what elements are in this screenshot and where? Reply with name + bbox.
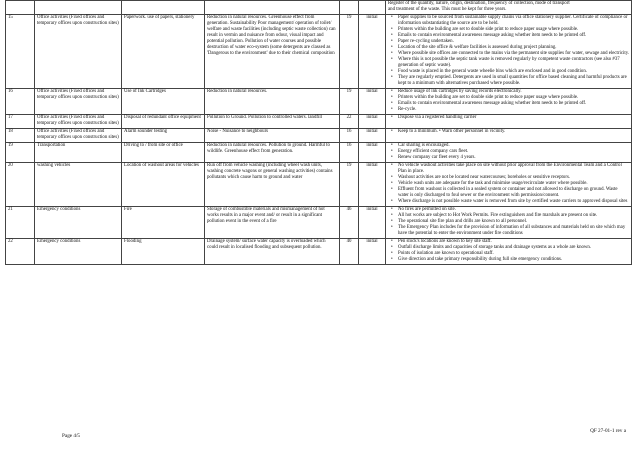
control-measure-text: Give direction and take primary responsibility during full site emergency conditions. (398, 257, 563, 263)
control-measures-cell (386, 238, 632, 264)
control-measure-text: Printers within the building are set to double side print to reduce paper usage where possible. (398, 95, 579, 101)
bullet-icon: • (391, 101, 393, 107)
control-measure-text: Emails to contain environmental awareness message asking whether item needs to be printed off. (398, 33, 587, 39)
control-measures-list (388, 115, 629, 121)
bullet-icon: • (391, 75, 393, 81)
control-measures-cell (386, 142, 632, 162)
impact-cell: Pollution to Ground. Pollution to controlled waters. landfill (205, 114, 340, 128)
bullet-icon: • (391, 181, 393, 187)
bullet-icon: • (391, 175, 393, 181)
table-row (6, 206, 632, 238)
control-measure-text: Points of isolation are known to operational staff. (398, 251, 494, 257)
aspect-cell: Disposal of redundant office equipment (122, 114, 205, 128)
bullet-icon: • (391, 163, 393, 169)
control-measures-list (388, 15, 629, 87)
activity-cell: Office activities (Fixed offices and temporary offices upon construction sites) (35, 14, 122, 88)
control-measure-item (388, 187, 629, 199)
row-number-cell: 17 (6, 114, 35, 128)
status-cell: initial (359, 114, 386, 128)
environmental-aspects-register-table (5, 0, 632, 265)
control-measure-text: Energy efficient company cars fleet. (398, 149, 469, 155)
control-measure-item (388, 129, 629, 135)
bullet-icon: • (391, 95, 393, 101)
control-measure-text: Reduce usage of ink cartridges by saving records electronically. (398, 89, 522, 95)
table-body (6, 1, 632, 265)
bullet-icon: • (391, 251, 393, 257)
bullet-icon: • (391, 15, 393, 21)
row-number-cell: 16 (6, 88, 35, 114)
control-measure-text: Renew company car fleet every 4 years. (398, 155, 476, 161)
continuation-line: Register of the quantity, nature, origin, destination, frequency of collection, mode of transport (388, 1, 570, 7)
row-number-cell: 22 (6, 238, 35, 264)
control-measure-item (388, 155, 629, 161)
control-measure-text: Keep to a minimum. • Warn other personnel in vicinity. (398, 129, 506, 135)
status-cell: initial (359, 142, 386, 162)
control-measure-text: All hot works are subject to Hot Work Permits. Fire extinguishers and fire marshals are present on site. (398, 213, 598, 219)
table-row (6, 88, 632, 114)
bullet-icon: • (391, 107, 393, 113)
bullet-icon: • (391, 225, 393, 231)
control-measure-text: Paper supplies to be sourced from sustainable supply chains via office stationery supplier. Certificate of compliance or information substantiating the source are to be held. (398, 15, 628, 27)
control-measure-item (388, 57, 629, 69)
activity-cell: Office activities (Fixed offices and temporary offices upon construction sites) (35, 128, 122, 142)
control-measures-list (388, 143, 629, 161)
control-measure-item (388, 163, 629, 175)
impact-cell: Noise - Nuisance to neighbours (205, 128, 340, 142)
score-cell: 16 (340, 142, 359, 162)
aspect-cell: Paperwork. use of papers, stationery (122, 14, 205, 88)
bullet-icon: • (391, 39, 393, 45)
aspect-cell: Flooding (122, 238, 205, 264)
control-measures-cell (386, 128, 632, 142)
table-row (6, 142, 632, 162)
continuation-cell (386, 1, 632, 15)
impact-cell: Reduction in natural resources. Pollution to ground. Harmful to wildlife. Greenhouse effect from generation. (205, 142, 340, 162)
bullet-icon: • (391, 199, 393, 205)
aspect-cell: Location of washout areas for vehicles (122, 162, 205, 206)
bullet-icon: • (391, 257, 393, 263)
control-measure-text: Washout activities are not be located near watercourses; boreholes or sensitive receptors. (398, 175, 571, 181)
control-measure-item (388, 257, 629, 263)
activity-cell: Transportation (35, 142, 122, 162)
status-cell: initial (359, 206, 386, 238)
row-number-cell: 15 (6, 14, 35, 88)
table-row (6, 238, 632, 264)
control-measures-cell (386, 88, 632, 114)
row-number-cell: 19 (6, 142, 35, 162)
aspect-cell: Fire (122, 206, 205, 238)
row-number-cell: 18 (6, 128, 35, 142)
control-measures-list (388, 129, 629, 135)
impact-cell: Drainage system/ surface water capacity is overloaded which could result in localised flooding and subsequent pollution. (205, 238, 340, 264)
score-cell: 19 (340, 14, 359, 88)
bullet-icon: • (391, 115, 393, 121)
bullet-icon: • (391, 69, 393, 75)
control-measure-item (388, 107, 629, 113)
bullet-icon: • (391, 187, 393, 193)
control-measures-list (388, 89, 629, 113)
status-cell: initial (359, 162, 386, 206)
table-row (6, 162, 632, 206)
table-row (6, 128, 632, 142)
bullet-icon: • (391, 207, 393, 213)
bullet-icon: • (391, 51, 393, 57)
status-cell: initial (359, 88, 386, 114)
control-measures-list (388, 239, 629, 263)
control-measure-text: They are regularly emptied. Detergents are used in small quantities for office based cleaning and harmful products are kept to a minimum with alternatives purchased where possible. (398, 75, 627, 87)
status-cell: initial (359, 14, 386, 88)
bullet-icon: • (391, 89, 393, 95)
table-row (6, 114, 632, 128)
control-measures-cell (386, 14, 632, 88)
impact-cell: Reduction in natural resources. (205, 88, 340, 114)
control-measure-item (388, 75, 629, 87)
bullet-icon: • (391, 27, 393, 33)
control-measure-text: Paper re-cycling undertaken. (398, 39, 454, 45)
impact-cell: Run off from vehicle washing (including wheel wash units, washing concrete wagons or general washing activities) contains pollutants which cause harm to ground and water (205, 162, 340, 206)
control-measures-list (388, 207, 629, 237)
control-measure-item (388, 225, 629, 237)
bullet-icon: • (391, 149, 393, 155)
bullet-icon: • (391, 143, 393, 149)
bullet-icon: • (391, 213, 393, 219)
table-row (6, 14, 632, 88)
bullet-icon: • (391, 33, 393, 39)
continuation-line: and treatment of the waste. This must be kept for three years. (388, 7, 507, 13)
activity-cell: Emergency conditions (35, 206, 122, 238)
control-measure-text: The Emergency Plan includes for the provision of information of all substances and materials held on site which may have the potential to enter the environment under fire conditions (398, 225, 626, 237)
control-measure-text: Food waste is placed in the general waste wheelie bins which are enclosed and in good condition. (398, 69, 587, 75)
aspect-cell: Alarm sounder testing (122, 128, 205, 142)
impact-cell: Storage of combustible materials and mismanagement of hot works results in a major event and/ or result in a significant pollution event in the event of a fire (205, 206, 340, 238)
score-cell: 22 (340, 114, 359, 128)
activity-cell: Office activities (Fixed offices and temporary offices upon construction sites) (35, 114, 122, 128)
aspect-cell: Driving to / from site or office (122, 142, 205, 162)
control-measure-text: Printers within the building are set to double side print to reduce paper usage where possible. (398, 27, 579, 33)
bullet-icon: • (391, 219, 393, 225)
score-cell: 16 (340, 128, 359, 142)
control-measure-text: Where possible site offices are connected to the mains via the permanent site supplies for water, sewage and electricity. (398, 51, 630, 57)
score-cell: 19 (340, 162, 359, 206)
control-measures-cell (386, 162, 632, 206)
control-measure-item (388, 15, 629, 27)
bullet-icon: • (391, 45, 393, 51)
bullet-icon: • (391, 57, 393, 63)
activity-cell: Office activities (Fixed offices and temporary offices upon construction sites) (35, 88, 122, 114)
control-measure-text: Re-cycle. (398, 107, 417, 113)
control-measure-text: Where discharge is not possible waste water is removed from site by certified waste carriers to approved disposal sites (398, 199, 628, 205)
score-cell: 46 (340, 206, 359, 238)
row-number-cell: 20 (6, 162, 35, 206)
table-row-continuation (6, 1, 632, 15)
control-measure-item (388, 115, 629, 121)
control-measure-text: No vehicle washout activities take place on site without prior approval from the Environmental Team and a Control Plan in place. (398, 163, 622, 175)
control-measure-text: No fires are permitted on site. (398, 207, 456, 213)
control-measure-text: Vehicle wash units are adequate for the task and minimise usage/recirculate water where possible. (398, 181, 588, 187)
aspect-cell: Use of Ink Cartridges (122, 88, 205, 114)
score-cell: 40 (340, 238, 359, 264)
bullet-icon: • (391, 245, 393, 251)
document-reference: QF 27-01-1 rev a (590, 428, 626, 434)
bullet-icon: • (391, 239, 393, 245)
score-cell: 19 (340, 88, 359, 114)
bullet-icon: • (391, 155, 393, 161)
control-measure-text: Outfall discharge limits and capacities of storage tanks and drainage systems as a whole are known. (398, 245, 592, 251)
control-measure-text: Effluent from washout is collected in a sealed system or container and not allowed to discharge on ground. Waste water is only discharged to foul sewer or the environment with permission/consent. (398, 187, 618, 199)
status-cell: initial (359, 238, 386, 264)
activity-cell: Emergency conditions (35, 238, 122, 264)
control-measure-text: Location of the site office & welfare facilities is assessed during project planning. (398, 45, 557, 51)
impact-cell: Reduction in natural resources. Greenhouse effect from generation. Sustainability Poor management/ operation of toilet/ welfare and waste facilities (including septic waste collection) can result in vermin and nuisance from odour, visual impact and potential pollution. Pollution of water courses and possible destruction of water eco-system (some detergents are classed as 'Dangerous to the environment' due to their chemical composition (205, 14, 340, 88)
control-measure-text: Car sharing is encouraged. (398, 143, 450, 149)
control-measure-text: Emails to contain environmental awareness message asking whether item needs to be printed off. (398, 101, 587, 107)
control-measure-text: Pen stock's locations are known to key site staff. (398, 239, 492, 245)
control-measure-text: Where this is not possible the septic tank waste is removed regularly by competent waste contractors (see also #37 generation of septic waste). (398, 57, 620, 69)
status-cell: initial (359, 128, 386, 142)
control-measure-text: The operational site fire plan and drills are known to all personnel. (398, 219, 528, 225)
control-measures-cell (386, 114, 632, 128)
control-measure-item (388, 199, 629, 205)
control-measures-list (388, 163, 629, 205)
page-number: Page 4/5 (62, 433, 81, 439)
activity-cell: washing vehicles (35, 162, 122, 206)
control-measures-cell (386, 206, 632, 238)
bullet-icon: • (391, 129, 393, 135)
control-measure-text: Dispose via a registered handling carrier (398, 115, 477, 121)
row-number-cell: 21 (6, 206, 35, 238)
